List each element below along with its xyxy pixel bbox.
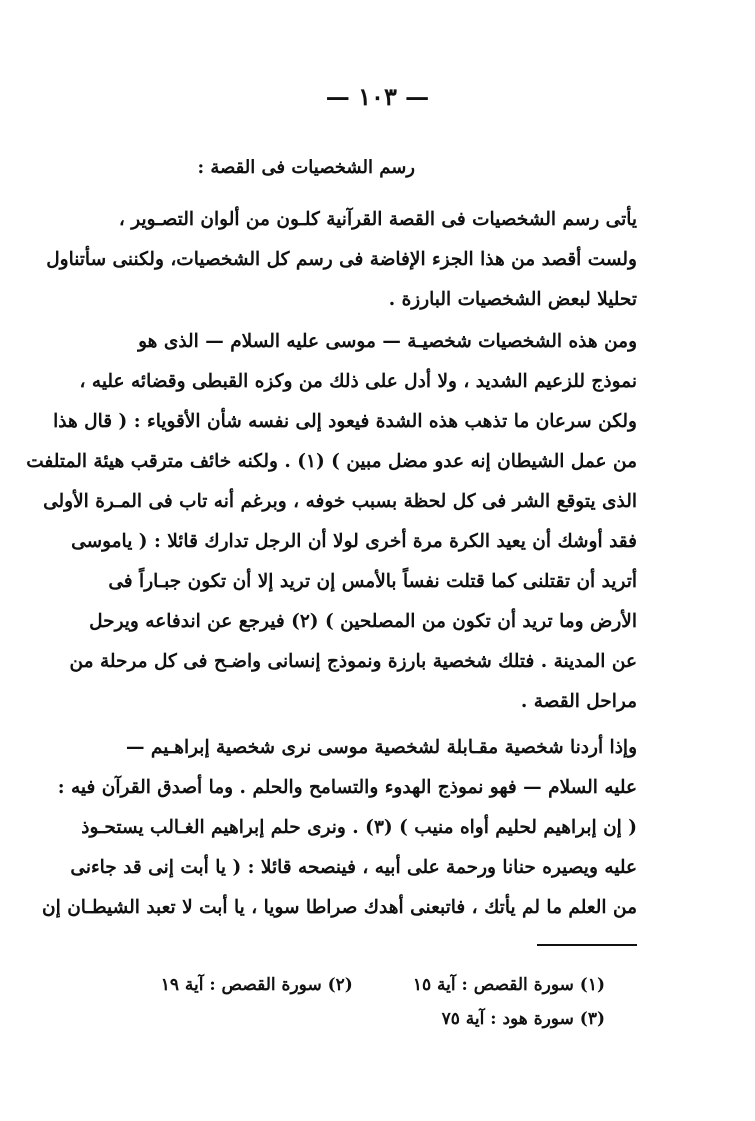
- text-line: أتريد أن تقتلنى كما قتلت نفساً بالأمس إن تريد إلا أن تكون جبـاراً فى: [108, 571, 637, 592]
- text-line: ( إن إبراهيم لحليم أواه منيب ) (٣) . ونرى حلم إبراهيم الغـالب يستحـوذ: [81, 817, 637, 838]
- text-line: من العلم ما لم يأتك ، فاتبعنى أهدك صراطا سويا ، يا أبت لا تعبد الشيطـان إن: [42, 897, 637, 918]
- text-line: نموذج للزعيم الشديد ، ولا أدل على ذلك من وكزه القبطى وقضائه عليه ،: [79, 371, 637, 392]
- footnote-3: (٣) سورة هود : آية ٧٥: [441, 1009, 605, 1029]
- text-line: وإذا أردنا شخصية مقـابلة لشخصية موسى نرى شخصية إبراهـيم —: [125, 737, 637, 758]
- footnote-2: (٢) سورة القصص : آية ١٩: [160, 975, 353, 995]
- text-line: ومن هذه الشخصيات شخصيـة — موسى عليه السلام — الذى هو: [138, 331, 637, 352]
- text-line: تحليلا لبعض الشخصيات البارزة .: [388, 289, 637, 310]
- section-heading: رسم الشخصيات فى القصة :: [197, 157, 415, 178]
- footnote-row: [125, 968, 605, 1002]
- footnotes: [125, 968, 605, 1036]
- paragraph-3: [42, 728, 637, 928]
- text-line: مراحل القصة .: [520, 691, 637, 712]
- footnote-divider: [537, 944, 637, 946]
- text-line: فقد أوشك أن يعيد الكرة مرة أخرى لولا أن الرجل تدارك قائلا : ( ياموسى: [71, 531, 637, 552]
- text-line: عليه ويصيره حنانا ورحمة على أبيه ، فينصحه قائلا : ( يا أبت إنى قد جاءنى: [70, 857, 637, 878]
- text-line: ولست أقصد من هذا الجزء الإفاضة فى رسم كل الشخصيات، ولكننى سأتناول: [46, 249, 637, 270]
- paragraph-2: [26, 322, 637, 722]
- page-number: — ١٠٣ —: [325, 82, 430, 111]
- text-line: الأرض وما تريد أن تكون من المصلحين ) (٢) فيرجع عن اندفاعه ويرحل: [89, 611, 637, 632]
- text-line: عن المدينة . فتلك شخصية بارزة ونموذج إنسانى واضـح فى كل مرحلة من: [69, 651, 637, 672]
- footnote-1: (١) سورة القصص : آية ١٥: [412, 975, 605, 995]
- text-line: من عمل الشيطان إنه عدو مضل مبين ) (١) . ولكنه خائف مترقب هيئة المتلفت: [26, 451, 637, 472]
- text-line: الذى يتوقع الشر فى كل لحظة بسبب خوفه ، وبرغم أنه تاب فى المـرة الأولى: [43, 491, 637, 512]
- text-line: ولكن سرعان ما تذهب هذه الشدة فيعود إلى نفسه شأن الأقوياء : ( قال هذا: [53, 411, 637, 432]
- text-line: يأتى رسم الشخصيات فى القصة القرآنية كلـون من ألوان التصـوير ،: [118, 209, 637, 230]
- text-line: عليه السلام — فهو نموذج الهدوء والتسامح والحلم . وما أصدق القرآن فيه :: [57, 777, 637, 798]
- footnote-row: [125, 1002, 605, 1036]
- paragraph-1: [46, 200, 637, 320]
